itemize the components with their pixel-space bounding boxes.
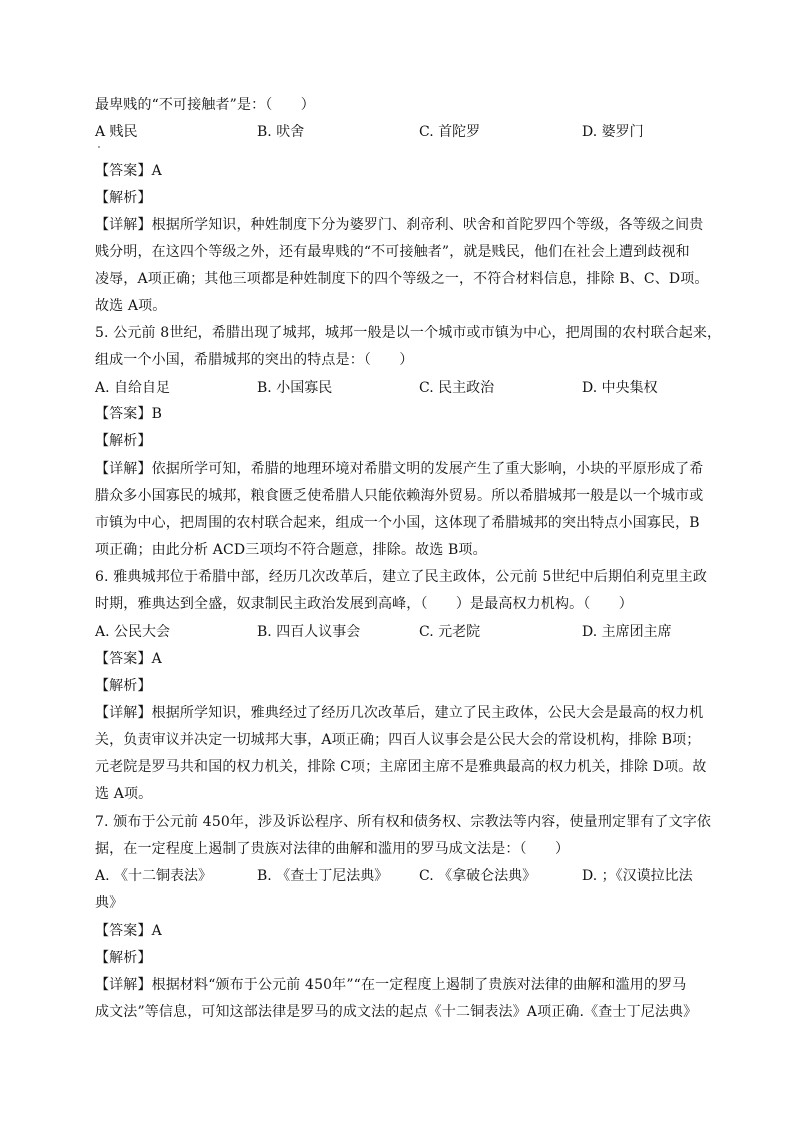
q6-option-b: B. 四百人议事会 [257,624,361,640]
q5-option-c: C. 民主政治 [419,380,495,396]
q4-detail-line-3: 凌辱，A项正确；其他三项都是种姓制度下的四个等级之一，不符合材料信息，排除 B、C、D项。 [95,271,709,287]
q6-option-c: C. 元老院 [419,624,481,640]
q4-detail-line-4: 故选 A项。 [95,298,167,314]
q6-detail-line-2: 关，负责审议并决定一切城邦大事，A项正确；四百人议事会是公民大会的常设机构，排除 B项； [95,732,701,748]
q6-option-a: A. 公民大会 [95,624,171,640]
q7-analysis-heading: 【解析】 [95,950,152,966]
q5-stem-line-1: 5. 公元前 8世纪，希腊出现了城邦，城邦一般是以一个城市或市镇为中心，把周围的农村联合起来， [95,325,722,341]
q4-answer: 【答案】A [95,163,162,179]
q5-option-a: A. 自给自足 [95,380,171,396]
q7-detail-line-2: 成文法”等信息，可知这部法律是罗马的成文法的起点《十二铜表法》A项正确.《查士丁尼法典》 [95,1004,698,1020]
q5-detail-line-4: 项正确；由此分析 ACD三项均不符合题意，排除。故选 B项。 [95,542,487,558]
q6-analysis-heading: 【解析】 [95,678,152,694]
q7-option-c: C. 《拿破仑法典》 [419,868,537,884]
q4-detail-line-2: 贱分明，在这四个等级之外，还有最卑贱的“不可接触者”，就是贱民，他们在社会上遭到歧视和 [95,244,690,260]
q7-answer: 【答案】A [95,923,162,939]
q6-detail-line-4: 选 A项。 [95,786,153,802]
q6-stem-line-1: 6. 雅典城邦位于希腊中部，经历几次改革后，建立了民主政体，公元前 5世纪中后期伯利克里主政 [95,569,708,585]
q6-detail-line-3: 元老院是罗马共和国的权力机关，排除 C项；主席团主席不是雅典最高的权力机关，排除 D项。故 [95,759,707,775]
q4-option-c: C. 首陀罗 [419,124,481,140]
q5-detail-line-2: 腊众多小国寡民的城邦，粮食匮乏使希腊人只能依赖海外贸易。所以希腊城邦一般是以一个城市或 [95,488,704,504]
q5-option-d: D. 中央集权 [582,380,658,396]
q4-option-b: B. 吠舍 [257,124,305,140]
q4-stem: 最卑贱的“不可接触者”是：（ ） [95,97,315,113]
q4-options [95,123,705,141]
q7-detail-line-1: 【详解】根据材料“颁布于公元前 450年”“在一定程度上遏制了贵族对法律的曲解和滥用的罗马 [95,977,687,993]
q7-options [95,867,705,885]
q5-stem-line-2: 组成一个小国，希腊城邦的突出的特点是：（ ） [95,352,414,368]
q5-detail-line-1: 【详解】依据所学可知，希腊的地理环境对希腊文明的发展产生了重大影响，小块的平原形成了希 [95,461,704,477]
q5-analysis-heading: 【解析】 [95,433,152,449]
q4-analysis-heading: 【解析】 [95,190,152,206]
q6-stem-line-2: 时期，雅典达到全盛，奴隶制民主政治发展到高峰，（ ）是最高权力机构。（ ） [95,596,633,612]
q5-option-b: B. 小国寡民 [257,380,333,396]
q4-detail-line-1: 【详解】根据所学知识，种姓制度下分为婆罗门、刹帝利、吠舍和首陀罗四个等级，各等级之间贵 [95,217,704,233]
q7-stem-line-2: 据，在一定程度上遏制了贵族对法律的曲解和滥用的罗马成文法是：（ ） [95,841,570,857]
q5-detail-line-3: 市镇为中心，把周围的农村联合起来，组成一个小国，这体现了希腊城邦的突出特点小国寡民，B [95,515,700,531]
q6-option-d: D. 主席团主席 [582,624,672,640]
q4-option-d: D. 婆罗门 [582,124,644,140]
q7-option-d: D. ；《汉谟拉比法 [582,868,693,884]
q5-options [95,379,705,397]
q6-answer: 【答案】A [95,651,162,667]
q7-option-d-wrap: 典》 [95,895,124,911]
q4-option-a: A 贱民 [95,124,138,140]
q7-option-b: B. 《查士丁尼法典》 [257,868,389,884]
stray-mark [98,146,100,148]
q6-options [95,623,705,641]
q6-detail-line-1: 【详解】根据所学知识，雅典经过了经历几次改革后，建立了民主政体，公民大会是最高的权力机 [95,705,704,721]
q5-answer: 【答案】B [95,406,163,422]
q7-stem-line-1: 7. 颁布于公元前 450年，涉及诉讼程序、所有权和债务权、宗教法等内容，使量刑定罪有了文字依 [95,814,712,830]
q7-option-a: A. 《十二铜表法》 [95,868,213,884]
